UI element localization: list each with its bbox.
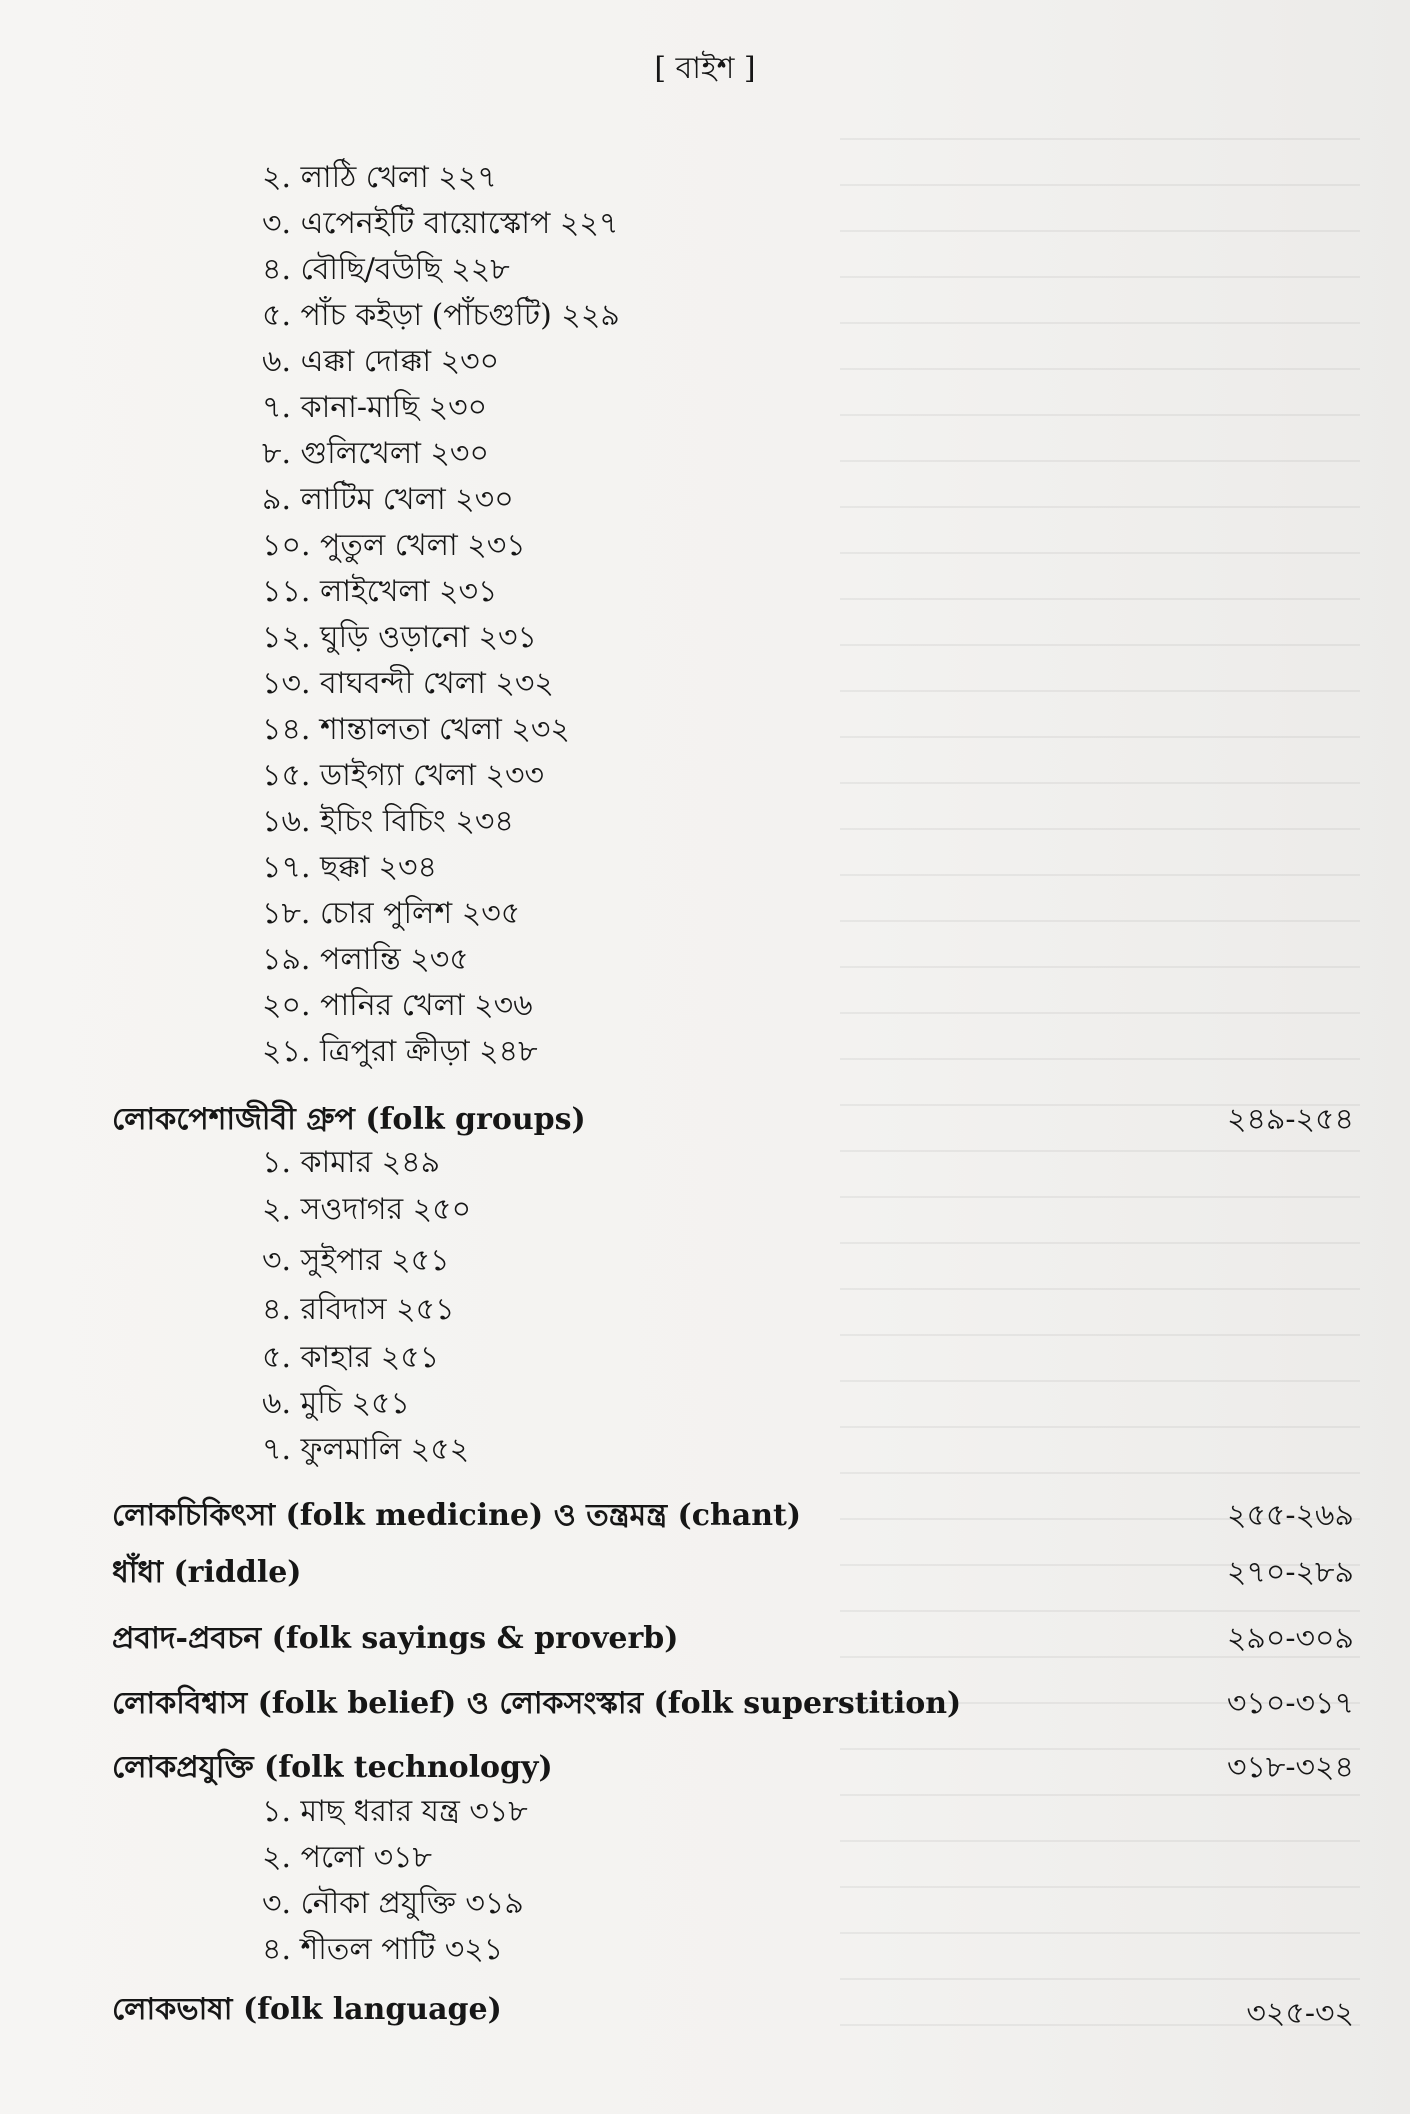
toc-item: ৪. বৌছি/বউছি ২২৮: [262, 252, 510, 287]
toc-item: ২. পলো ৩১৮: [262, 1840, 433, 1875]
toc-item: ১৯. পলান্তি ২৩৫: [262, 942, 469, 977]
section-range-riddle: ২৭০-২৮৯: [1226, 1555, 1354, 1590]
toc-item: ৫. কাহার ২৫১: [262, 1340, 440, 1375]
section-range-folk-language: ৩২৫-৩২: [1246, 1996, 1354, 2031]
toc-item: ১২. ঘুড়ি ওড়ানো ২৩১: [262, 620, 537, 655]
section-range-folk-groups: ২৪৯-২৫৪: [1226, 1102, 1354, 1137]
toc-item: ৭. ফুলমালি ২৫২: [262, 1432, 470, 1467]
toc-item: ৬. মুচি ২৫১: [262, 1386, 410, 1421]
toc-item: ২০. পানির খেলা ২৩৬: [262, 988, 533, 1023]
toc-item: ১৪. শান্তালতা খেলা ২৩২: [262, 712, 570, 747]
toc-item: ৩. সুইপার ২৫১: [262, 1243, 450, 1278]
section-title-riddle: ধাঁধা (riddle): [112, 1555, 302, 1590]
toc-item: ৫. পাঁচ কইড়া (পাঁচগুটি) ২২৯: [262, 298, 620, 333]
section-range-folk-belief: ৩১০-৩১৭: [1226, 1686, 1354, 1721]
toc-item: ১৩. বাঘবন্দী খেলা ২৩২: [262, 666, 554, 701]
toc-item: ২. লাঠি খেলা ২২৭: [262, 160, 497, 195]
section-title-folk-technology: লোকপ্রযুক্তি (folk technology): [112, 1750, 553, 1785]
section-title-folk-medicine: লোকচিকিৎসা (folk medicine) ও তন্ত্রমন্ত্র (chant): [112, 1498, 802, 1533]
toc-item: ৪. শীতল পাটি ৩২১: [262, 1932, 504, 1967]
toc-item: ১৭. ছক্কা ২৩৪: [262, 850, 438, 885]
section-title-proverb: প্রবাদ-প্রবচন (folk sayings & proverb): [112, 1621, 679, 1656]
toc-item: ১৬. ইচিং বিচিং ২৩৪: [262, 804, 514, 839]
section-title-folk-language: লোকভাষা (folk language): [112, 1992, 502, 2027]
toc-item: ১১. লাইখেলা ২৩১: [262, 574, 498, 609]
toc-item: ৯. লাটিম খেলা ২৩০: [262, 482, 514, 517]
toc-item: ১৮. চোর পুলিশ ২৩৫: [262, 896, 521, 931]
toc-item: ৭. কানা-মাছি ২৩০: [262, 390, 488, 425]
toc-item: ৩. নৌকা প্রযুক্তি ৩১৯: [262, 1886, 524, 1921]
section-title-folk-belief: লোকবিশ্বাস (folk belief) ও লোকসংস্কার (folk superstition): [112, 1686, 962, 1721]
section-range-proverb: ২৯০-৩০৯: [1226, 1621, 1354, 1656]
toc-item: ১০. পুতুল খেলা ২৩১: [262, 528, 526, 563]
toc-item: ৬. এক্কা দোক্কা ২৩০: [262, 344, 500, 379]
toc-item: ২১. ত্রিপুরা ক্রীড়া ২৪৮: [262, 1034, 538, 1069]
toc-item: ৩. এপেনইটি বায়োস্কোপ ২২৭: [262, 206, 619, 241]
toc-item: ১. কামার ২৪৯: [262, 1145, 441, 1180]
toc-item: ২. সওদাগর ২৫০: [262, 1192, 472, 1227]
toc-item: ১. মাছ ধরার যন্ত্র ৩১৮: [262, 1794, 528, 1829]
section-range-folk-medicine: ২৫৫-২৬৯: [1226, 1498, 1354, 1533]
section-range-folk-technology: ৩১৮-৩২৪: [1226, 1750, 1354, 1785]
toc-item: ৮. গুলিখেলা ২৩০: [262, 436, 489, 471]
toc-item: ১৫. ডাইগ্যা খেলা ২৩৩: [262, 758, 544, 793]
page-number-header: [ বাইশ ]: [654, 51, 756, 86]
toc-item: ৪. রবিদাস ২৫১: [262, 1292, 455, 1327]
section-title-folk-groups: লোকপেশাজীবী গ্রুপ (folk groups): [112, 1102, 586, 1137]
